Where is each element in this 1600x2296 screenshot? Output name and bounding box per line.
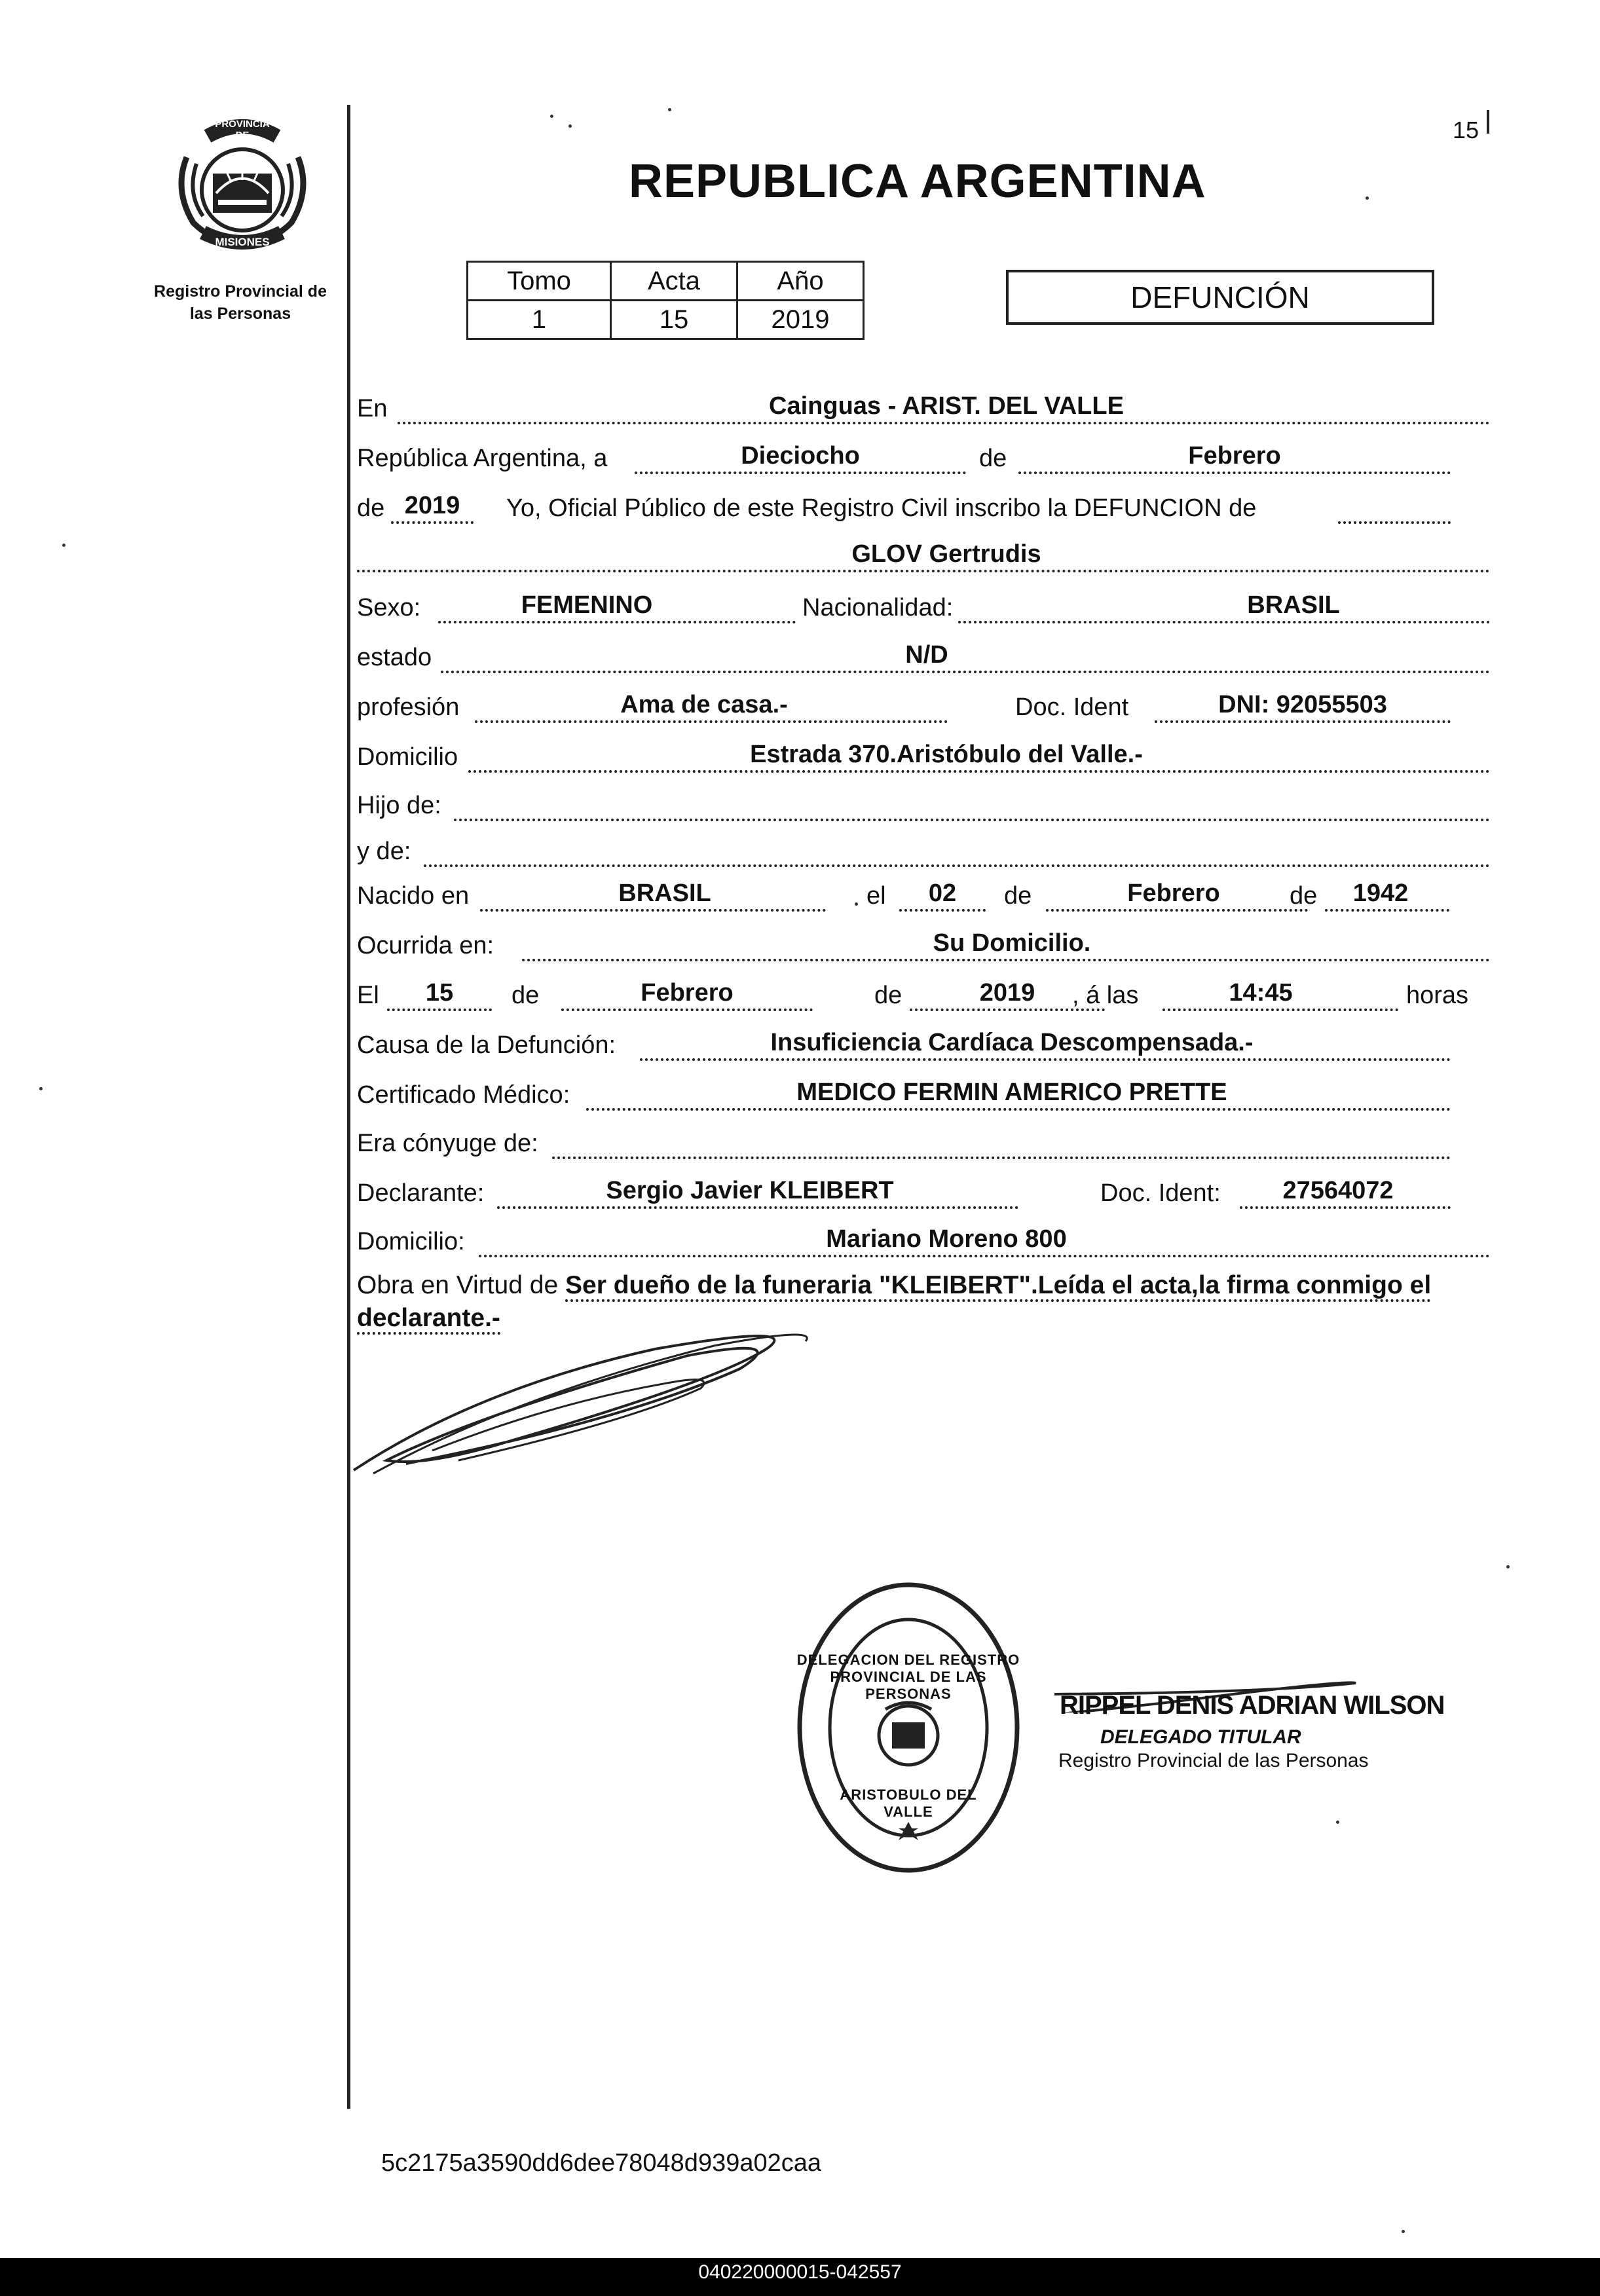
ocurrida-value: Su Domicilio.	[933, 929, 1091, 957]
de-label-5: de	[512, 982, 540, 1009]
oficial-text: Yo, Oficial Público de este Registro Civil inscribo la DEFUNCION de	[506, 494, 1257, 522]
row-en	[357, 386, 1490, 426]
sexo-value: FEMENINO	[521, 591, 653, 619]
sexo-label: Sexo:	[357, 594, 421, 621]
margin-rule	[347, 105, 350, 2109]
scan-speck	[1366, 196, 1369, 200]
nacionalidad-label: Nacionalidad:	[802, 594, 954, 621]
birth-month-value: Febrero	[1127, 880, 1220, 907]
row-yde	[357, 829, 1490, 868]
crest-bottom-text: MISIONES	[215, 236, 270, 248]
row-domicilio	[357, 735, 1490, 774]
registry-label: Registro Provincial de las Personas	[154, 282, 327, 323]
nacido-label: Nacido en	[357, 882, 470, 910]
en-value: Cainguas - ARIST. DEL VALLE	[769, 392, 1124, 420]
record-header-row	[468, 262, 864, 301]
scan-speck	[855, 902, 858, 906]
certificado-value: MEDICO FERMIN AMERICO PRETTE	[796, 1079, 1227, 1106]
hijo-dotted-line	[454, 795, 1490, 821]
barcode-text: 040220000015-042557	[698, 2261, 902, 2283]
obra-value: Ser dueño de la funeraria "KLEIBERT".Leída el acta,la firma conmigo el declarante.-	[357, 1271, 1431, 1335]
conyuge-dotted-line	[552, 1133, 1451, 1159]
obra-label: Obra en Virtud de	[357, 1271, 559, 1299]
yde-label: y de:	[357, 838, 411, 865]
record-table	[466, 261, 865, 340]
delegate-role: DELEGADO TITULAR	[1100, 1726, 1301, 1748]
de-label-3: de	[1004, 882, 1032, 910]
stamp-outer-text: DELEGACION DEL REGISTRO PROVINCIAL DE LAS PERSONAS	[796, 1652, 1020, 1702]
horas-label: horas	[1406, 982, 1469, 1009]
deceased-name: GLOV Gertrudis	[851, 540, 1041, 568]
declarante-label: Declarante:	[357, 1179, 485, 1207]
row-deceased	[357, 534, 1490, 574]
birth-day-value: 02	[928, 880, 957, 907]
el-label: el	[866, 882, 886, 910]
misiones-crest-icon	[167, 118, 318, 255]
record-header-tomo: Tomo	[468, 262, 611, 301]
scan-speck	[1336, 1821, 1339, 1824]
doc-value: DNI: 92055503	[1218, 691, 1387, 718]
row-declarante	[357, 1171, 1490, 1210]
row-estado	[357, 635, 1490, 675]
declarant-signature	[347, 1310, 845, 1480]
row-ocurrida	[357, 923, 1490, 963]
scan-speck	[568, 124, 572, 128]
death-year-value: 2019	[979, 979, 1035, 1007]
page-number: 15	[1453, 117, 1479, 143]
decl-domicilio-label: Domicilio:	[357, 1228, 465, 1255]
decl-domicilio-value: Mariano Moreno 800	[826, 1225, 1067, 1253]
day-value: Dieciocho	[741, 442, 860, 470]
doc-label: Doc. Ident	[1015, 694, 1129, 721]
row-sexo	[357, 585, 1490, 625]
domicilio-value: Estrada 370.Aristóbulo del Valle.-	[750, 741, 1143, 768]
nacido-value: BRASIL	[618, 880, 711, 907]
yde-dotted-line	[424, 841, 1490, 867]
row-profesion	[357, 685, 1490, 724]
record-header-ano: Año	[737, 262, 864, 301]
en-label: En	[357, 395, 388, 422]
crest-top-text: PROVINCIA DE	[215, 119, 270, 141]
row-hijo	[357, 783, 1490, 823]
delegate-org: Registro Provincial de las Personas	[1058, 1750, 1369, 1771]
decl-doc-value: 27564072	[1282, 1177, 1394, 1204]
estado-value: N/D	[905, 641, 948, 669]
de-label-6: de	[874, 982, 902, 1009]
record-value-ano: 2019	[737, 301, 864, 339]
row-fecha	[357, 436, 1490, 475]
scan-speck	[1402, 2230, 1405, 2233]
profesion-label: profesión	[357, 694, 460, 721]
page-title: REPUBLICA ARGENTINA	[629, 155, 1206, 208]
de-label-1: de	[979, 445, 1007, 472]
record-header-acta: Acta	[611, 262, 737, 301]
document-hash: 5c2175a3590dd6dee78048d939a02caa	[381, 2149, 822, 2177]
stamp-inner-text: ARISTOBULO DEL VALLE	[840, 1787, 977, 1820]
right-margin-rule	[1487, 110, 1489, 134]
scan-speck	[39, 1087, 43, 1090]
official-stamp	[794, 1578, 1023, 1879]
row-certificado	[357, 1073, 1490, 1112]
row-death-date	[357, 973, 1490, 1012]
causa-value: Insuficiencia Cardíaca Descompensada.-	[770, 1029, 1254, 1056]
estado-label: estado	[357, 644, 432, 671]
decl-doc-label: Doc. Ident:	[1100, 1179, 1221, 1207]
row-conyuge	[357, 1121, 1490, 1160]
scan-speck	[550, 115, 553, 118]
oficial-dotted-line	[1338, 498, 1451, 524]
record-value-acta: 15	[611, 301, 737, 339]
el2-label: El	[357, 982, 379, 1009]
record-value-tomo: 1	[468, 301, 611, 339]
death-month-value: Febrero	[641, 979, 734, 1007]
republica-label: República Argentina, a	[357, 445, 608, 472]
de-label-4: de	[1290, 882, 1318, 910]
scan-speck	[62, 544, 65, 547]
profesion-value: Ama de casa.-	[620, 691, 788, 718]
hijo-label: Hijo de:	[357, 792, 441, 819]
certificado-label: Certificado Médico:	[357, 1081, 570, 1109]
row-nacido	[357, 874, 1490, 913]
year-value: 2019	[404, 492, 460, 519]
row-causa	[357, 1023, 1490, 1062]
birth-year-value: 1942	[1352, 880, 1409, 907]
death-day-value: 15	[425, 979, 454, 1007]
row-decl-domicilio	[357, 1219, 1490, 1259]
death-time-value: 14:45	[1229, 979, 1293, 1007]
delegate-name: RIPPEL DENIS ADRIAN WILSON	[1060, 1691, 1445, 1720]
causa-label: Causa de la Defunción:	[357, 1031, 616, 1059]
nacionalidad-value: BRASIL	[1247, 591, 1340, 619]
row-oficial	[357, 486, 1490, 525]
scan-speck	[668, 108, 671, 111]
declarante-value: Sergio Javier KLEIBERT	[606, 1177, 894, 1204]
record-type-box: DEFUNCIÓN	[1006, 270, 1434, 325]
record-value-row	[468, 301, 864, 339]
conyuge-label: Era cónyuge de:	[357, 1130, 538, 1157]
scan-speck	[1506, 1565, 1510, 1568]
month-value: Febrero	[1188, 442, 1281, 470]
domicilio-label: Domicilio	[357, 743, 458, 771]
ocurrida-label: Ocurrida en:	[357, 932, 494, 959]
de-label-2: de	[357, 494, 385, 522]
alas-label: , á las	[1072, 982, 1139, 1009]
